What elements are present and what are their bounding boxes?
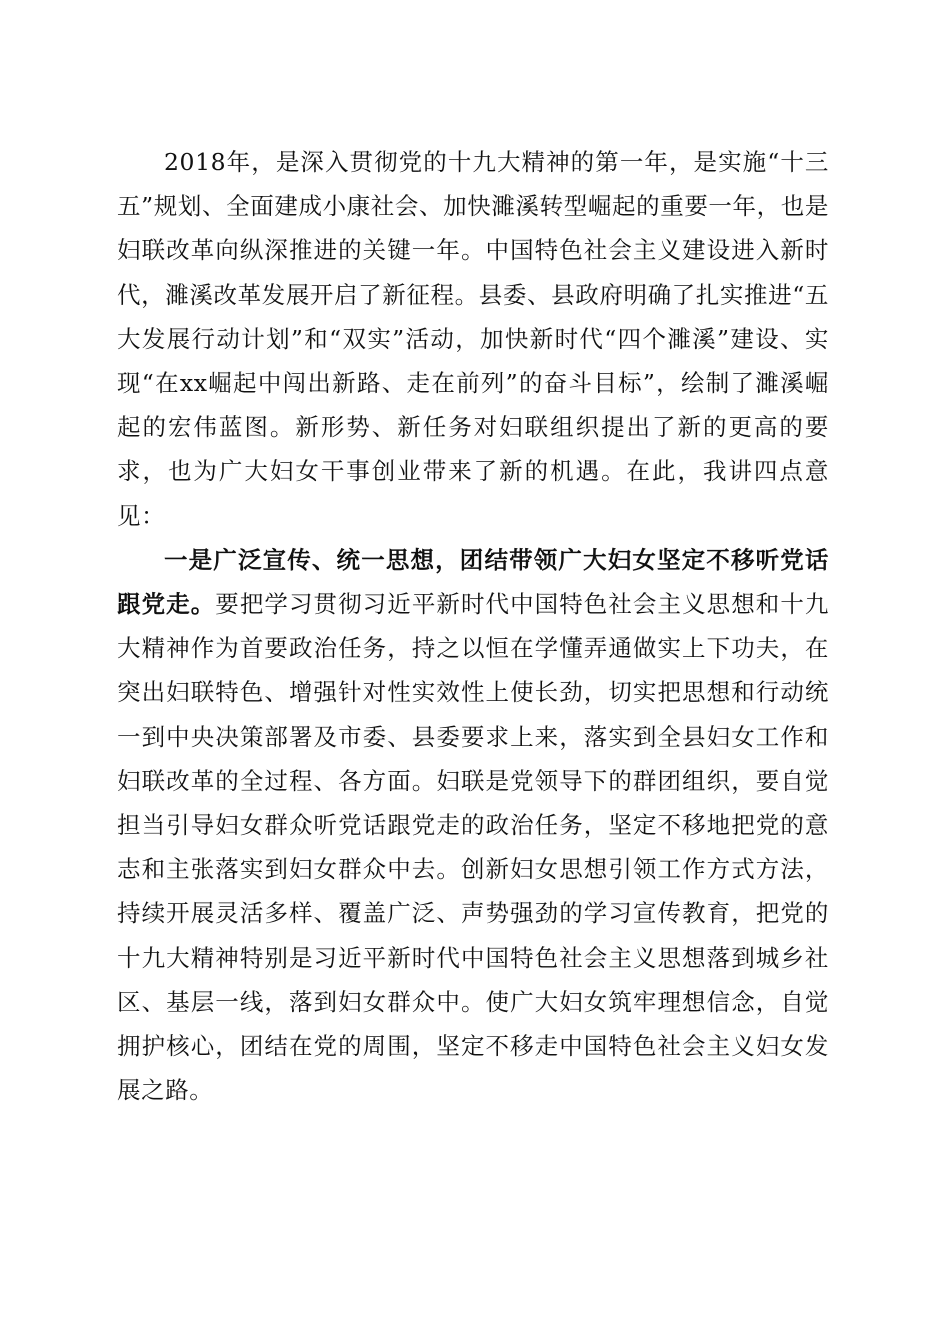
document-body xyxy=(117,140,829,1112)
paragraph-point-one-lead: 一是广泛宣传、统一思想，团结带领广大妇女坚定不移听党话跟党走。 xyxy=(117,545,829,619)
paragraph-point-one xyxy=(117,538,829,1113)
paragraph-intro-text: 2018年，是深入贯彻党的十九大精神的第一年，是实施“十三五”规划、全面建成小康社会、加快濉溪转型崛起的重要一年，也是妇联改革向纵深推进的关键一年。中国特色社会主义建设进入新时代，濉溪改革发展开启了新征程。县委、县政府明确了扎实推进“五大发展行动计划”和“双实”活动，加快新时代“四个濉溪”建设、实现“在xx崛起中闯出新路、走在前列”的奋斗目标”，绘制了濉溪崛起的宏伟蓝图。新形势、新任务对妇联组织提出了新的更高的要求，也为广大妇女干事创业带来了新的机遇。在此，我讲四点意见： xyxy=(117,148,829,530)
paragraph-point-one-text: 要把学习贯彻习近平新时代中国特色社会主义思想和十九大精神作为首要政治任务，持之以恒在学懂弄通做实上下功夫，在突出妇联特色、增强针对性实效性上使长劲，切实把思想和行动统一到中央决策部署及市委、县委要求上来，落实到全县妇女工作和妇联改革的全过程、各方面。妇联是党领导下的群团组织，要自觉担当引导妇女群众听党话跟党走的政治任务，坚定不移地把党的意志和主张落实到妇女群众中去。创新妇女思想引领工作方式方法，持续开展灵活多样、覆盖广泛、声势强劲的学习宣传教育，把党的十九大精神特别是习近平新时代中国特色社会主义思想落到城乡社区、基层一线，落到妇女群众中。使广大妇女筑牢理想信念，自觉拥护核心，团结在党的周围，坚定不移走中国特色社会主义妇女发展之路。 xyxy=(117,590,830,1105)
paragraph-intro xyxy=(117,140,829,538)
